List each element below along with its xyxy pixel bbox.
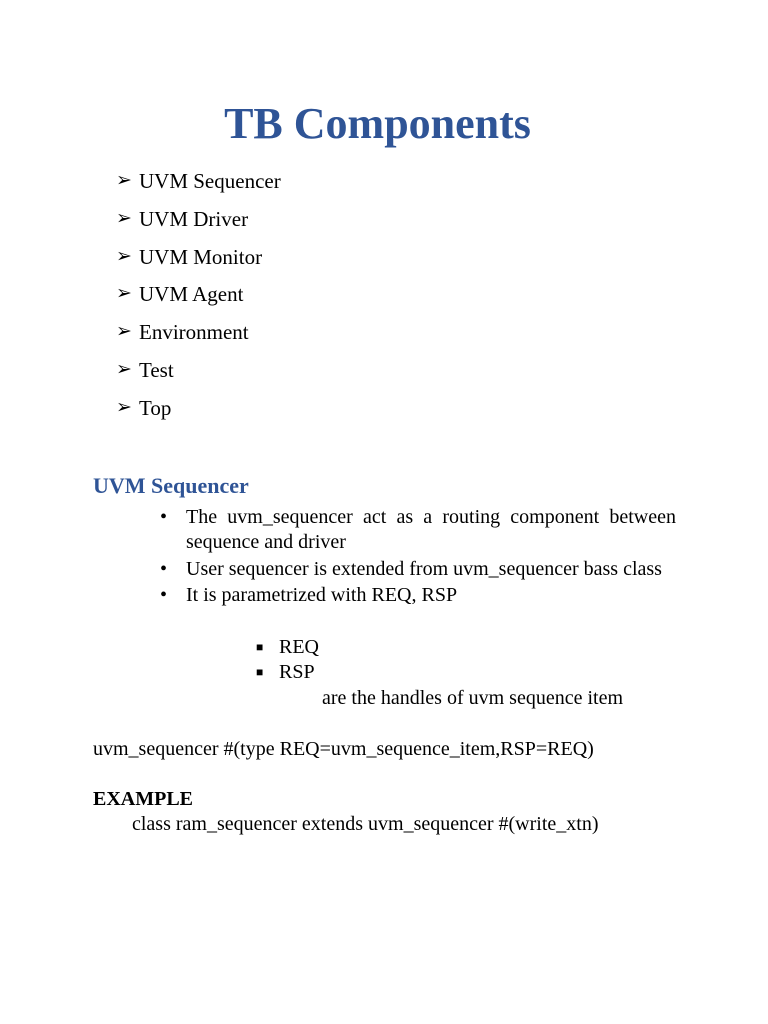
component-label: UVM Driver [139, 206, 249, 231]
bullet-text: The uvm_sequencer act as a routing component between sequence and driver [186, 506, 676, 553]
params-note: are the handles of uvm sequence item [322, 687, 623, 709]
bullet-item [160, 557, 676, 582]
component-list [116, 166, 281, 431]
sequencer-bullet-list [160, 505, 676, 610]
arrow-bullet-icon: ➢ [116, 396, 132, 418]
param-label: REQ [279, 636, 319, 658]
component-label: Test [139, 357, 174, 382]
round-bullet-icon: • [160, 557, 168, 580]
bullet-text: It is parametrized with REQ, RSP [186, 584, 458, 606]
param-item [256, 635, 319, 660]
sequencer-declaration: uvm_sequencer #(type REQ=uvm_sequence_item,RSP=REQ) [93, 738, 594, 760]
round-bullet-icon: • [160, 584, 168, 606]
component-list-item [116, 204, 281, 242]
arrow-bullet-icon: ➢ [116, 170, 132, 191]
component-list-item [116, 317, 281, 355]
bullet-item [160, 505, 676, 555]
bullet-text: User sequencer is extended from uvm_sequencer bass class [186, 557, 662, 580]
square-bullet-icon: ■ [256, 640, 264, 654]
component-label: Top [139, 395, 172, 420]
param-label: RSP [279, 661, 315, 683]
example-code: class ram_sequencer extends uvm_sequencer #(write_xtn) [132, 813, 599, 835]
component-list-item [116, 279, 281, 317]
component-label: UVM Sequencer [139, 169, 281, 193]
component-list-item [116, 355, 281, 393]
component-list-item [116, 166, 281, 204]
component-label: UVM Monitor [139, 244, 263, 269]
component-list-item [116, 242, 281, 280]
arrow-bullet-icon: ➢ [116, 321, 132, 343]
component-label: UVM Agent [139, 282, 244, 307]
component-label: Environment [139, 320, 249, 345]
arrow-bullet-icon: ➢ [116, 358, 132, 380]
round-bullet-icon: • [160, 506, 168, 528]
section-heading: UVM Sequencer [93, 473, 249, 498]
arrow-bullet-icon: ➢ [116, 245, 132, 267]
example-heading: EXAMPLE [93, 788, 193, 810]
arrow-bullet-icon: ➢ [116, 283, 132, 305]
page-title: TB Components [224, 99, 531, 148]
param-item [256, 660, 319, 685]
arrow-bullet-icon: ➢ [116, 207, 132, 229]
param-list [256, 635, 319, 685]
component-list-item [116, 393, 281, 431]
bullet-item [160, 583, 676, 608]
square-bullet-icon: ■ [256, 665, 264, 679]
